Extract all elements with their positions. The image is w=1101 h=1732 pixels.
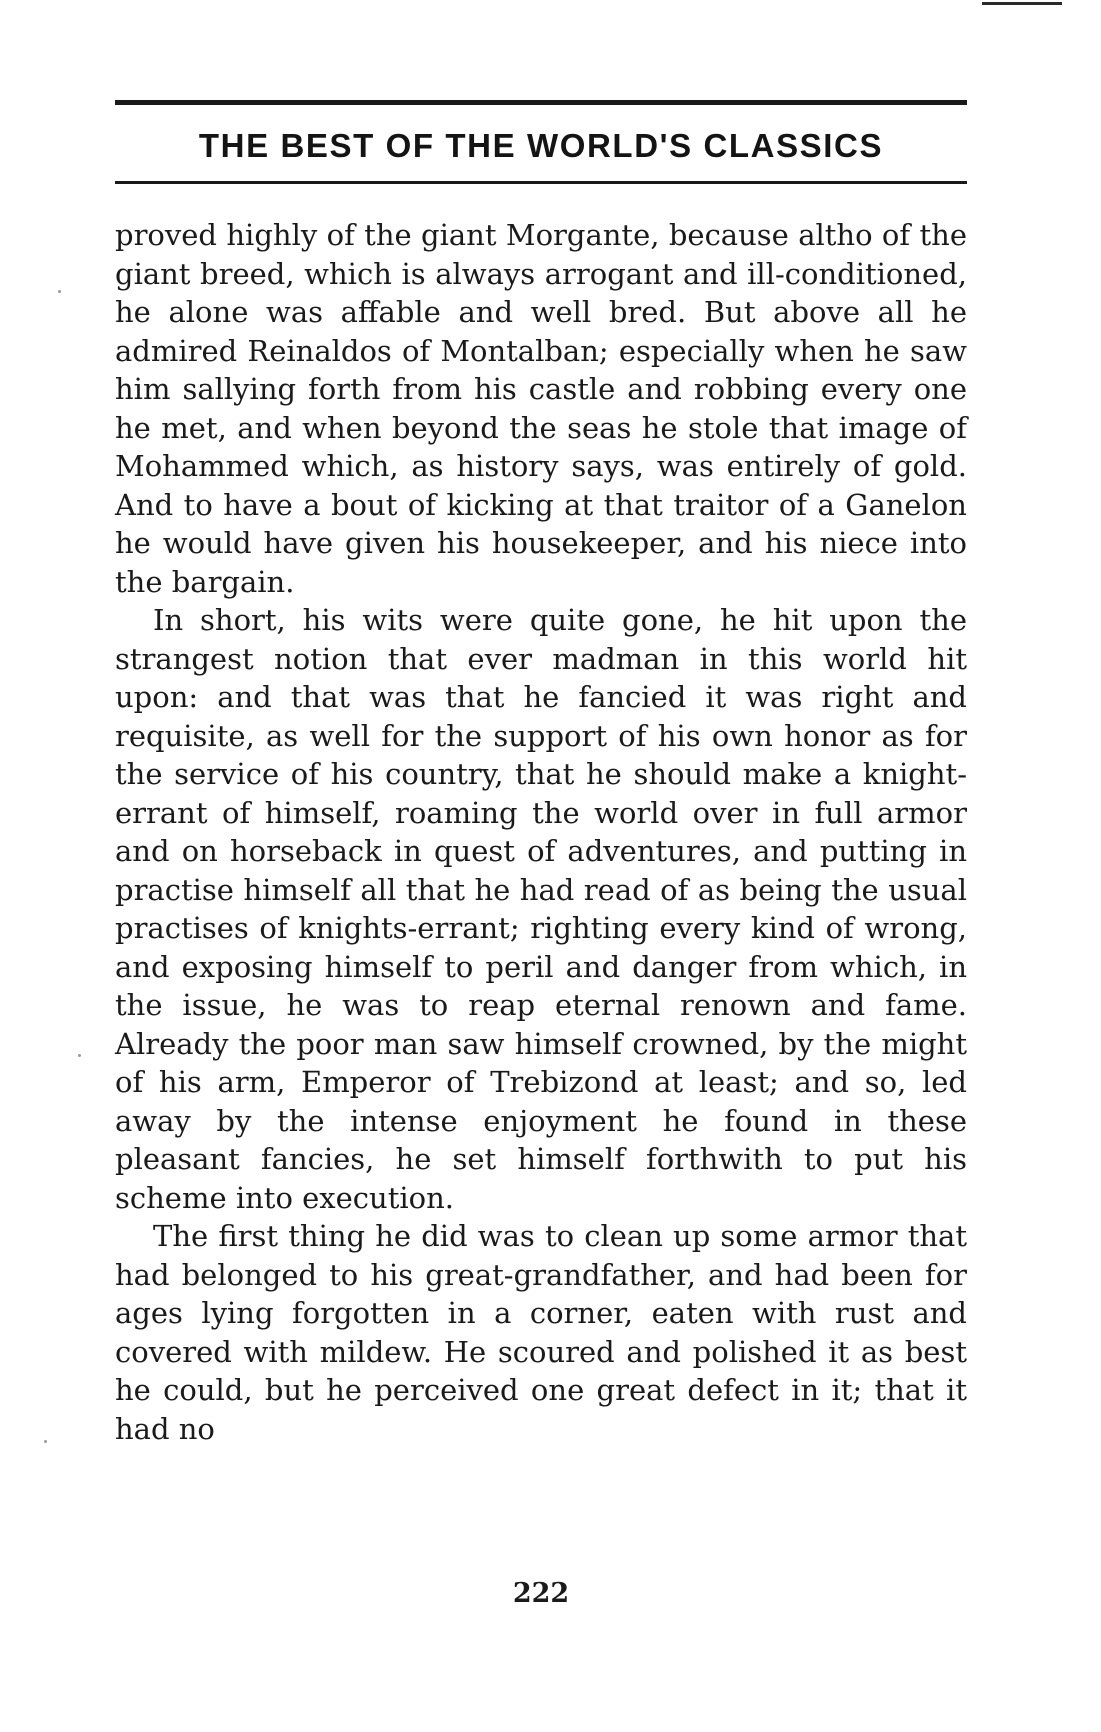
- paragraph: In short, his wits were quite gone, he hit upon the strangest notion that ever madman in this world hit upon: and that was that he fancied it was right and requisite, as well for the support of his own honor as for the service of his country, that he should make a knight-errant of himself, roaming the world over in full armor and on horseback in quest of adventures, and putting in practise himself all that he had read of as being the usual practises of knights-errant; righting every kind of wrong, and exposing himself to peril and danger from which, in the issue, he was to reap eternal renown and fame. Already the poor man saw himself crowned, by the might of his arm, Emperor of Trebizond at least; and so, led away by the intense enjoyment he found in these pleasant fancies, he set himself forthwith to put his scheme into execution.: [115, 603, 967, 1215]
- paragraph: The first thing he did was to clean up some armor that had belonged to his great-grandfather, and had been for ages lying forgotten in a corner, eaten with rust and covered with mildew. He scoured and polished it as best he could, but he perceived one great defect in it; that it had no: [115, 1219, 967, 1446]
- header-bottom-rule: [115, 181, 967, 184]
- scan-speck: [44, 1440, 47, 1443]
- scan-speck: [58, 290, 61, 293]
- page-header: [115, 100, 967, 184]
- corner-rule: [982, 2, 1062, 5]
- scan-speck: [78, 1054, 81, 1057]
- paragraph-continued: proved highly of the giant Morgante, because altho of the giant breed, which is always arrogant and ill-conditioned, he alone was affable and well bred. But above all he admired Reinaldos of Montalban; especially when he saw him sallying forth from his castle and robbing every one he met, and when beyond the seas he stole that image of Mohammed which, as history says, was entirely of gold. And to have a bout of kicking at that traitor of a Ganelon he would have given his housekeeper, and his niece into the bargain.: [115, 218, 967, 599]
- header-top-rule: [115, 100, 967, 105]
- running-head: THE BEST OF THE WORLD'S CLASSICS: [198, 127, 884, 164]
- page-number: 222: [512, 1578, 570, 1609]
- body-text: [115, 216, 967, 1448]
